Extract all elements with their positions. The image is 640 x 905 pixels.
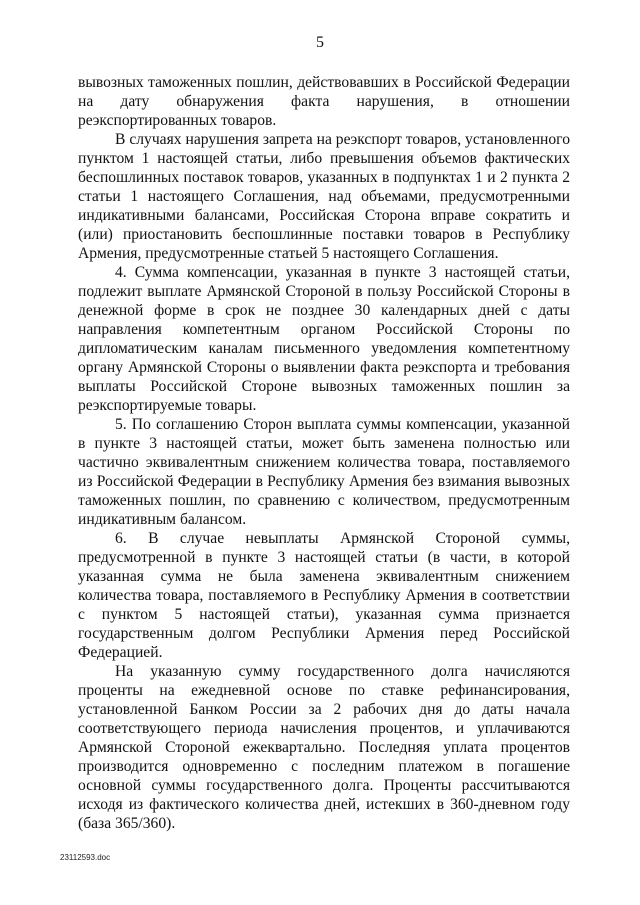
footer-file-name: 23112593.doc [60,853,111,862]
paragraph-reexport-violation: В случаях нарушения запрета на реэкспорт товаров, установленного пунктом 1 настоящей статьи, либо превышения объемов фактических беспошлинных поставок товаров, указанных в подпунктах 1 и 2 пункта 2 статьи 1 настоящего Соглашения, над объемами, предусмотренными индикативными балансами, Российская Сторона вправе сократить и (или) приостановить беспошлинные поставки товаров в Республику Армения, предусмотренные статьей 5 настоящего Соглашения. [78,131,570,262]
paragraph-clause-6: 6. В случае невыплаты Армянской Стороной суммы, предусмотренной в пункте 3 настоящей статьи (в части, в которой указанная сумма не была заменена эквивалентным снижением количества товара, поставляемого в Республику Армения в соответствии с пунктом 5 настоящей статьи), указанная сумма признается государственным долгом Республики Армения перед Российской Федерацией. [78,530,570,661]
page-number: 5 [316,34,324,51]
paragraph-clause-4: 4. Сумма компенсации, указанная в пункте 3 настоящей статьи, подлежит выплате Армянской Стороной в пользу Российской Стороны в денежной форме в срок не позднее 30 календарных дней с даты направления компетентным органом Российской Стороны по дипломатическим каналам письменного уведомления компетентному органу Армянской Стороны о выявлении факта реэкспорта и требования выплаты Российской Стороне вывозных таможенных пошлин за реэкспортируемые товары. [78,264,570,414]
paragraph-clause-5: 5. По соглашению Сторон выплата суммы компенсации, указанной в пункте 3 настоящей статьи, может быть заменена полностью или частично эквивалентным снижением количества товара, поставляемого из Российской Федерации в Республику Армения без взимания вывозных таможенных пошлин, по сравнению с количеством, предусмотренным индикативным балансом. [78,416,570,528]
paragraph-continuation: вывозных таможенных пошлин, действовавших в Российской Федерации на дату обнаружения факта нарушения, в отношении реэкспортированных товаров. [78,74,570,129]
document-body [78,73,570,833]
paragraph-interest: На указанную сумму государственного долга начисляются проценты на ежедневной основе по ставке рефинансирования, установленной Банком России за 2 рабочих дня до даты начала соответствующего периода начисления процентов, и уплачиваются Армянской Стороной ежеквартально. Последняя уплата процентов производится одновременно с последним платежом в погашение основной суммы государственного долга. Проценты рассчитываются исходя из фактического количества дней, истекших в 360-дневном году (база 365/360). [78,663,570,832]
